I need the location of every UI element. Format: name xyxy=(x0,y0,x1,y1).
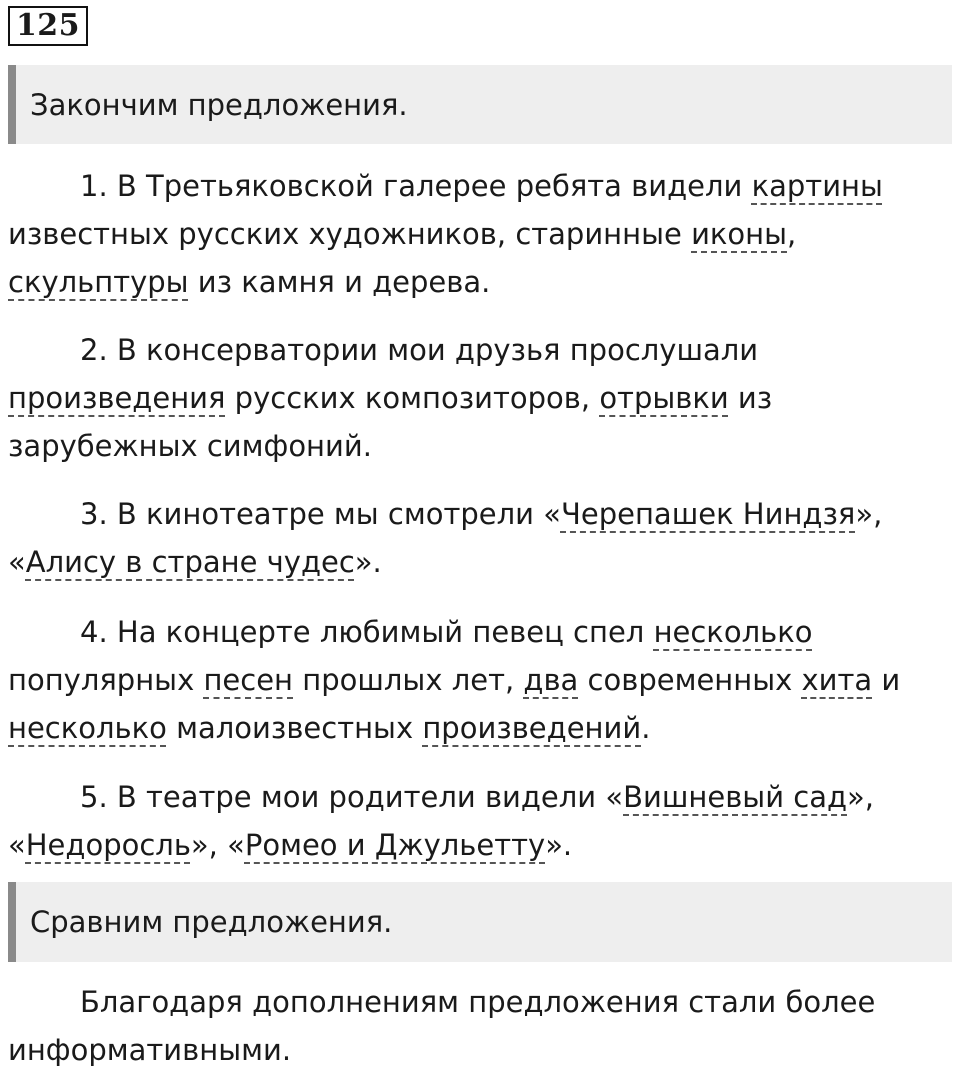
text: 3. В кинотеатре мы смотрели « xyxy=(80,497,561,531)
text: русских композиторов, xyxy=(225,381,600,415)
text: », xyxy=(855,497,883,531)
text: , xyxy=(787,217,797,251)
object-word: произведения xyxy=(8,381,226,415)
text: ». xyxy=(354,545,382,579)
text: малоизвестных xyxy=(166,711,423,745)
object-word: хита xyxy=(801,663,873,697)
sentence-1 xyxy=(8,162,952,306)
object-word: картины xyxy=(751,169,883,203)
object-word: несколько xyxy=(653,615,813,649)
text: из xyxy=(728,381,773,415)
object-word: несколько xyxy=(8,711,167,745)
text: « xyxy=(8,545,26,579)
text: известных русских художников, старинные xyxy=(8,217,692,251)
object-word: Алису в стране чудес xyxy=(25,545,355,579)
text: 1. В Третьяковской галерее ребята видели xyxy=(80,169,752,203)
text: популярных xyxy=(8,663,204,697)
text: 2. В консерватории мои друзья прослушали xyxy=(80,333,759,367)
object-word: Черепашек Ниндзя xyxy=(560,497,856,531)
conclusion-line: информативными. xyxy=(8,1033,292,1067)
object-word: иконы xyxy=(691,217,788,251)
text: 5. В театре мои родители видели « xyxy=(80,780,624,814)
text: 4. На концерте любимый певец спел xyxy=(80,615,654,649)
text: . xyxy=(641,711,651,745)
text: ». xyxy=(545,828,573,862)
object-word: отрывки xyxy=(599,381,729,415)
object-word: Недоросль xyxy=(25,828,191,862)
exercise-number: 125 xyxy=(8,6,88,46)
object-word: два xyxy=(523,663,579,697)
section-title: Сравним предложения. xyxy=(30,905,393,939)
sentence-3 xyxy=(8,490,952,586)
text: из камня и дерева. xyxy=(188,265,491,299)
text: современных xyxy=(578,663,802,697)
section-heading-complete xyxy=(8,65,952,144)
section-title: Закончим предложения. xyxy=(30,87,408,122)
sentence-4 xyxy=(8,608,952,752)
sentence-2 xyxy=(8,326,952,470)
text: », xyxy=(847,780,874,814)
object-word: Ромео и Джульетту xyxy=(244,828,546,862)
sentence-5 xyxy=(8,773,952,869)
section-heading-compare xyxy=(8,882,952,962)
text: « xyxy=(8,828,26,862)
text: и xyxy=(872,663,901,697)
object-word: скульптуры xyxy=(8,265,189,299)
conclusion-line: Благодаря дополнениям предложения стали более xyxy=(80,985,876,1019)
object-word: песен xyxy=(203,663,294,697)
object-word: произведений xyxy=(422,711,642,745)
text: », « xyxy=(190,828,245,862)
conclusion xyxy=(8,978,952,1074)
object-word: Вишневый сад xyxy=(623,780,848,814)
text: прошлых лет, xyxy=(293,663,524,697)
text: зарубежных симфоний. xyxy=(8,429,372,463)
